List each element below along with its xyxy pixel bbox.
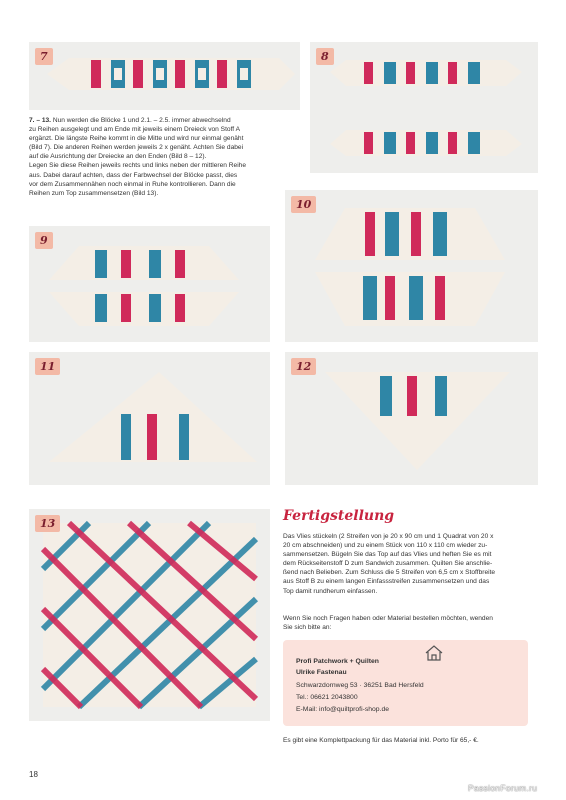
section-heading: Fertigstellung bbox=[283, 508, 395, 524]
step-heading: 7. – 13. bbox=[29, 117, 51, 124]
quilt-row-image bbox=[29, 42, 300, 110]
quilt-rows-image bbox=[285, 190, 538, 342]
house-icon bbox=[424, 644, 444, 662]
question-line: Sie sich bitte an: bbox=[283, 624, 332, 632]
photo-8 bbox=[310, 42, 538, 173]
contact-name: Ulrike Fastenau bbox=[296, 669, 347, 676]
photo-11 bbox=[29, 352, 270, 485]
photo-10 bbox=[285, 190, 538, 342]
step-line: Nun werden die Blöcke 1 und 2.1. – 2.5. immer abwechselnd bbox=[52, 117, 231, 124]
photo-number-badge: 7 bbox=[35, 48, 53, 65]
page-number: 18 bbox=[29, 770, 38, 779]
contact-company: Profi Patchwork + Quilten bbox=[296, 658, 379, 665]
step-instructions bbox=[29, 116, 301, 198]
quilt-top-image bbox=[29, 509, 270, 721]
step-line: (Bild 7). Die anderen Reihen werden jeweils 2 x genäht. Achten Sie dabei bbox=[29, 144, 244, 152]
finish-line: Top damit rundherum einfassen. bbox=[283, 587, 378, 595]
contact-box bbox=[283, 640, 528, 726]
step-line: aus. Dabei darauf achten, dass der Farbwechsel der Blöcke passt, dies bbox=[29, 171, 238, 179]
finish-line: Das Vlies stückeln (2 Streifen von je 20 x 90 cm und 1 Quadrat von 20 x bbox=[283, 533, 494, 540]
photo-number-badge: 13 bbox=[35, 515, 60, 532]
contact-intro bbox=[283, 614, 543, 632]
step-line: Reihen zum Top zusammensetzen (Bild 13). bbox=[29, 189, 159, 197]
kit-note: Es gibt eine Komplettpackung für das Material inkl. Porto für 65,- €. bbox=[283, 737, 479, 744]
contact-phone: Tel.: 06621 2043800 bbox=[296, 694, 358, 701]
step-line: Legen Sie diese Reihen jeweils rechts und links neben der mittleren Reihe bbox=[29, 162, 246, 170]
question-line: Wenn Sie noch Fragen haben oder Material bestellen möchten, wenden bbox=[283, 615, 493, 622]
quilt-rows-image bbox=[310, 42, 538, 173]
finish-line: aus Stoff B zu einem langen Einfassstreifen zusammensetzen und das bbox=[283, 578, 490, 586]
photo-number-badge: 11 bbox=[35, 358, 60, 375]
photo-number-badge: 9 bbox=[35, 232, 53, 249]
contact-email[interactable]: E-Mail: info@quiltprofi-shop.de bbox=[296, 706, 390, 713]
finish-line: ßend nach Belieben. Zum Schluss die 5 Streifen von 6,5 cm x Stoffbreite bbox=[283, 569, 496, 577]
photo-9 bbox=[29, 226, 270, 342]
finish-line: 20 cm abschneiden) und zu einem Stück von 110 x 110 cm wieder zu- bbox=[283, 542, 488, 550]
photo-number-badge: 10 bbox=[291, 196, 316, 213]
quilt-triangle-image bbox=[29, 352, 270, 485]
quilt-rows-image bbox=[29, 226, 270, 342]
photo-7 bbox=[29, 42, 300, 110]
contact-street: Schwarzdornweg 53 · 36251 Bad Hersfeld bbox=[296, 682, 424, 689]
step-line: auf die Ausrichtung der Dreiecke an den Enden (Bild 8 – 12). bbox=[29, 153, 207, 161]
photo-number-badge: 12 bbox=[291, 358, 316, 375]
photo-13 bbox=[29, 509, 270, 721]
step-line: ergänzt. Die längste Reihe kommt in die Mitte und wird nur einmal genäht bbox=[29, 135, 244, 143]
step-line: vor dem Zusammennähen noch einmal in Ruhe kontrollieren. Dann die bbox=[29, 180, 236, 188]
photo-12 bbox=[285, 352, 538, 485]
finish-line: sammensetzen. Bügeln Sie das Top auf das Vlies und heften Sie es mit bbox=[283, 551, 492, 559]
step-line: zu Reihen ausgelegt und am Ende mit jeweils einem Dreieck von Stoff A bbox=[29, 126, 240, 134]
quilt-triangle-image bbox=[285, 352, 538, 485]
finishing-instructions bbox=[283, 532, 543, 596]
watermark: PassionForum.ru bbox=[468, 783, 538, 793]
finish-line: dem Rückseitenstoff D zum Sandwich zusammen. Quilten Sie anschlie- bbox=[283, 560, 493, 568]
photo-number-badge: 8 bbox=[316, 48, 334, 65]
